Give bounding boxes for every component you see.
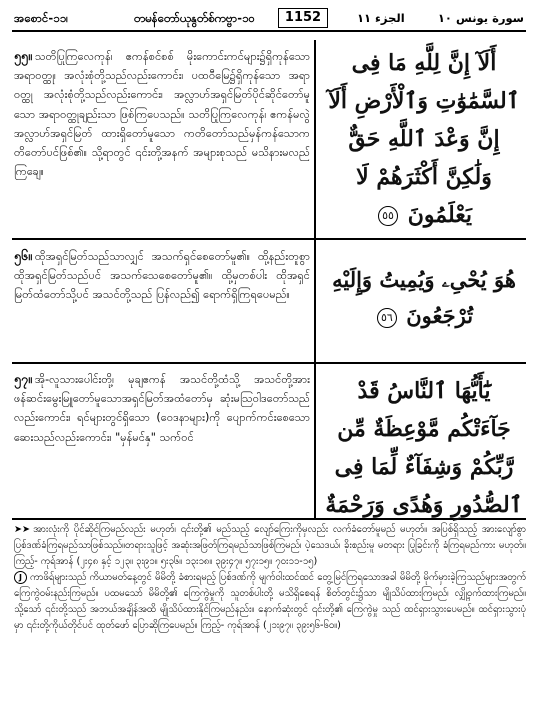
footnote-text: ကာဖိရ်များသည် ကိယာမတ်နေ့တွင် မိမိတို့ ခံစားရမည့် ပြစ်ဒဏ်ကို မျက်ဝါးထင်ထင် တွေ့မြင်ကြရသောအခါ မိမိတို့ မိုက်မှားခဲ့ကြသည်များအတွက် ကြေကွဲဝမ်းနည်းကြမည်။ ပထမသော် မိမိတို့၏ ကြေကွဲမှုကို သူတစ်ပါးတို့ မသိရှိစေရန် စိတ်တွင်း၌သာ မျိုသိပ်ထားကြမည်၊ လျှို့ဝှက်ထားကြမည်။ သို့သော် ၎င်းတို့သည် အဘယ်အချိန်အထိ မျိုသိပ်ထားနိုင်ကြမည်နည်း။ နောက်ဆုံးတွင် ၎င်းတို့၏ ကြေကွဲမှု သည် ထင်ရှားသွားပေမည်။ ထင်ရှားသွားပုံမှာ ၎င်းတို့ကိုယ်တိုင်ပင် ထုတ်ဖော် ပြောဆိုကြပေမည်။ ကြည့်- ကုရ်အာန် (၂၁း၉၇။ ၃၉း၅၆-၆၀။) [14, 572, 526, 631]
verse-text: အို-လူသားပေါင်းတို့၊ မုချဧကန် အသင်တို့ထံသို့ အသင်တို့အား ဖန်ဆင်းမွေးမြူတော်မူသောအရှင်မြတ်အထံတော်မှ ဆုံးမသြဝါဒတော်သည်လည်းကောင်း၊ ရင်များတွင်ရှိသော (ဝေဒနာများ)ကို ပျောက်ကင်းစေသော ဆေးသည်လည်းကောင်း၊ "မှန်မင်နှ" သက်ဝင် [14, 373, 310, 444]
arabic-verse [322, 44, 526, 234]
column-divider [314, 40, 316, 518]
verse-text: ထိုအရှင်မြတ်သည်သာလျှင် အသက်ရှင်စေတော်မူ၏။ ထို့နည်းတူစွာ ထိုအရှင်မြတ်သည်ပင် အသက်သေစေတော်မူ၏။ ထို့မှတစ်ပါး ထိုအရှင်မြတ်ထံတော်သို့ပင် အသင်တို့သည် ပြန်လည်၍ ရောက်ရှိကြရပေမည်။ [14, 250, 310, 302]
footnotes [14, 522, 526, 635]
arabic-text: أَلَآ إِنَّ لِلَّهِ مَا فِى ٱلسَّمَٰوَٰتِ وَٱلْأَرْضِ أَلَآ إِنَّ وَعْدَ ٱللَّهِ حَقٌّ وَلَٰكِنَّ أَكْثَرَهُمْ لَا يَعْلَمُونَ [328, 50, 520, 228]
arabic-verse [322, 372, 526, 524]
footnote-text: အားလုံးကို ပိုင်ဆိုင်ကြမည်လည်း မဟုတ်၊ ၎င်းတို့၏ မည်သည့် လျော်ကြေးကိုမှလည်း လက်ခံတော်မူမည် မဟုတ်။ အပြစ်ရှိသည့် အားလျော်စွာ ပြစ်ဒဏ်ခံကြရမည်သာဖြစ်သည်။တရားသူဖြင့် အဆုံးအဖြတ်ကြရမည်သာဖြစ်ကြမည်၊ ပဲ့သေဒယ်၊ ခိုးစည်းမူ မတရား ပြုခြင်းကို ခံကြရမည်ကား မဟုတ်။ ကြည့်- ကုရ်အာန် (၂း၄၈ နှင့် ၁၂၃။ ၃း၉၁။ ၅း၃၆။ ၁၃း၁၈။ ၃၉း၄၇။ ၅၇း၁၅။ ၇၀း၁၁-၁၅) [14, 524, 526, 567]
page-header [12, 8, 526, 32]
footnote-marker: J [14, 571, 27, 584]
surah-label: سورة يونس ١٠ [437, 11, 524, 25]
verse-divider [12, 362, 526, 364]
footnote [14, 570, 526, 633]
verse-translation [14, 369, 310, 447]
ayah-end-marker: ٥٦ [377, 308, 397, 328]
arabic-text: يَٰٓأَيُّهَا ٱلنَّاسُ قَدْ جَآءَتْكُم مَّوْعِظَةٌ مِّن رَّبِّكُمْ وَشِفَآءٌ لِّمَا فِى ٱلصُّدُورِ وَهُدًى وَرَحْمَةٌ [325, 378, 523, 518]
verse-translation [14, 46, 310, 181]
verse-text: သတိပြုကြလေကုန်၊ ဧကန်စင်စစ် မိုးကောင်းကင်များ၌ရှိကုန်သော အရာဝတ္ထု၊ အလုံးစုံတို့သည်လည်းကောင်း၊ ပထဝီမြေ၌ရှိကုန်သော အရာဝတ္ထု အလုံးစုံတို့သည်လည်းကောင်း၊ အလ္လာဟ်အရှင်မြတ်ပိုင်ဆိုင်တော်မူသော အရာဝတ္ထုချည်းသာ ဖြစ်ကြပေသည်။ သတိပြုကြလေကုန်၊ ဧကန်မလွဲ အလ္လာဟ်အရှင်မြတ် ထားရှိတော်မူသော ကတိတော်သည်မှန်ကန်သောကတိတော်ပင်ဖြစ်၏။ သို့ရာတွင် ၎င်းတို့အနက် အများစုသည် မသိနားမလည်ကြချေ။ [14, 50, 310, 179]
verse-translation [14, 246, 310, 305]
arabic-verse [322, 262, 526, 334]
arabic-text: هُوَ يُحْىِۦ وَيُمِيتُ وَإِلَيْهِ تُرْجَعُونَ [332, 267, 516, 328]
verse-divider [12, 238, 526, 240]
book-part-label: အစောင်-၁၁၊ [14, 11, 68, 25]
chapter-title: တမန်တော်ယုနွတ်စ်ကဗ္ဗာ-၁၀ [134, 11, 255, 25]
verse-number: ၅၅။ [14, 48, 32, 63]
ayah-end-marker: ٥٥ [378, 206, 398, 226]
verse-number: ၅၇။ [14, 371, 32, 386]
footnote [14, 522, 526, 569]
verse-number: ၅၆။ [14, 248, 32, 263]
juz-label: الجزء ١١ [357, 11, 405, 25]
page-number: 1152 [278, 8, 328, 28]
footnote-marker: ➤➤ [14, 524, 31, 535]
